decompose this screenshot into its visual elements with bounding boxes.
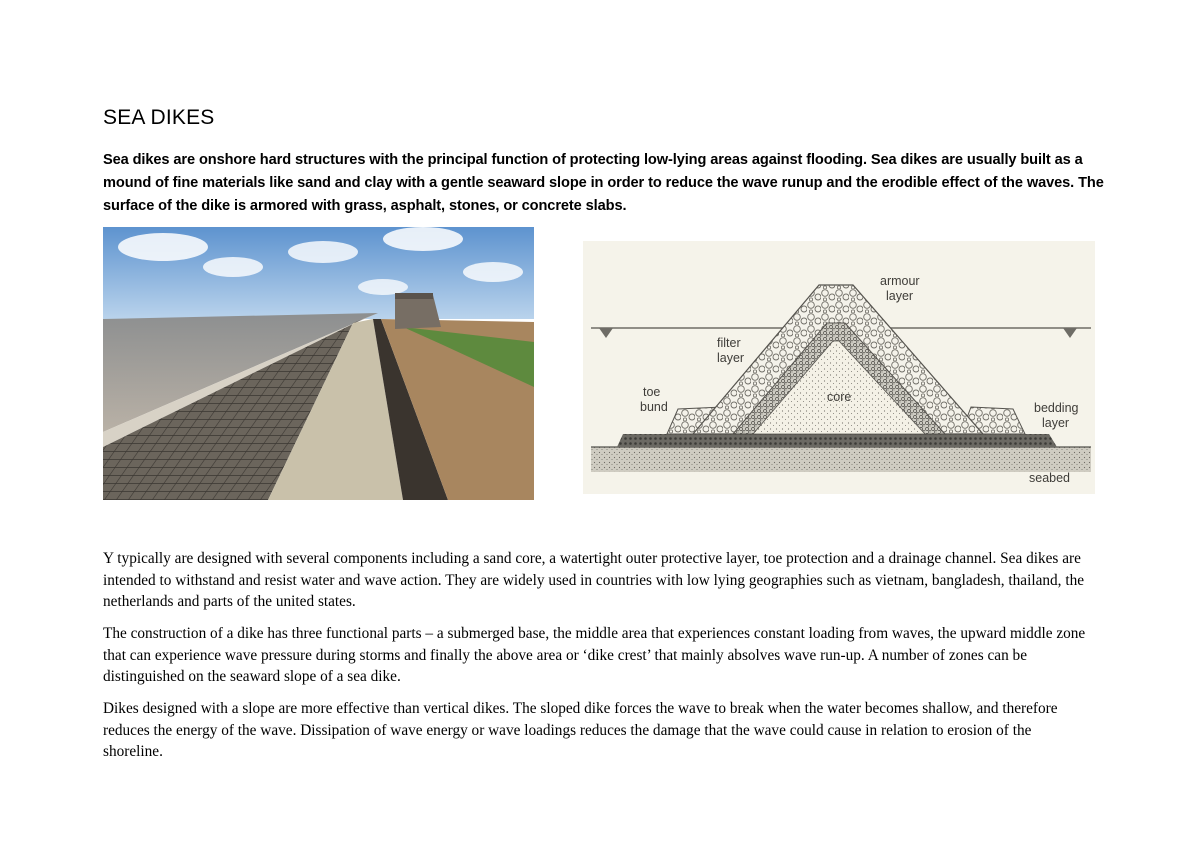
diagram-label-armour-layer: layer [886,289,914,303]
diagram-label-filter: filter [717,336,741,350]
intro-paragraph: Sea dikes are onshore hard structures with the principal function of protecting low-lying areas against flooding. Sea dikes are usually built as a mound of fine materials like sand and clay with a gentle seaward slope in order to reduce the wave runup and the erodible effect of the waves. The surface of the dike is armored with grass, asphalt, stones, or concrete slabs. [103,152,1104,214]
diagram-label-core: core [827,390,852,404]
diagram-label-filter-layer: layer [717,351,745,365]
sea-dike-photo [103,227,534,500]
diagram-label-toe-bund: bund [640,400,668,414]
diagram-label-armour: armour [880,274,920,288]
diagram-label-seabed: seabed [1029,471,1071,485]
sea-dike-photo-graphic [103,227,534,500]
diagram-label-bedding-layer: layer [1042,416,1070,430]
dike-cross-section-diagram [583,241,1095,494]
body-paragraph-construction: The construction of a dike has three functional parts – a submerged base, the middle area that experiences constant loading from waves, the upward middle zone that can experience wave pressure during storms and finally the above area or ‘dike crest’ that mainly absolves wave run-up. A number of zones can be distinguished on the seaward slope of a sea dike. [103,625,1086,685]
diagram-label-bedding: bedding [1034,401,1079,415]
body-paragraph-slope: Dikes designed with a slope are more effective than vertical dikes. The sloped dike forces the wave to break when the water becomes shallow, and therefore reduces the energy of the wave. Dissipation of wave energy or wave loadings reduces the damage that the wave could cause in relation to erosion of the shoreline. [103,700,1058,760]
page-title: SEA DIKES [103,106,215,129]
body-paragraph-components: Y typically are designed with several components including a sand core, a watertight outer protective layer, toe protection and a drainage channel. Sea dikes are intended to withstand and resist water and wave action. They are widely used in countries with low lying geographies such as vietnam, bangladesh, thailand, the netherlands and parts of the united states. [103,550,1085,610]
dike-cross-section-graphic [583,241,1095,494]
diagram-label-toe: toe [643,385,661,399]
